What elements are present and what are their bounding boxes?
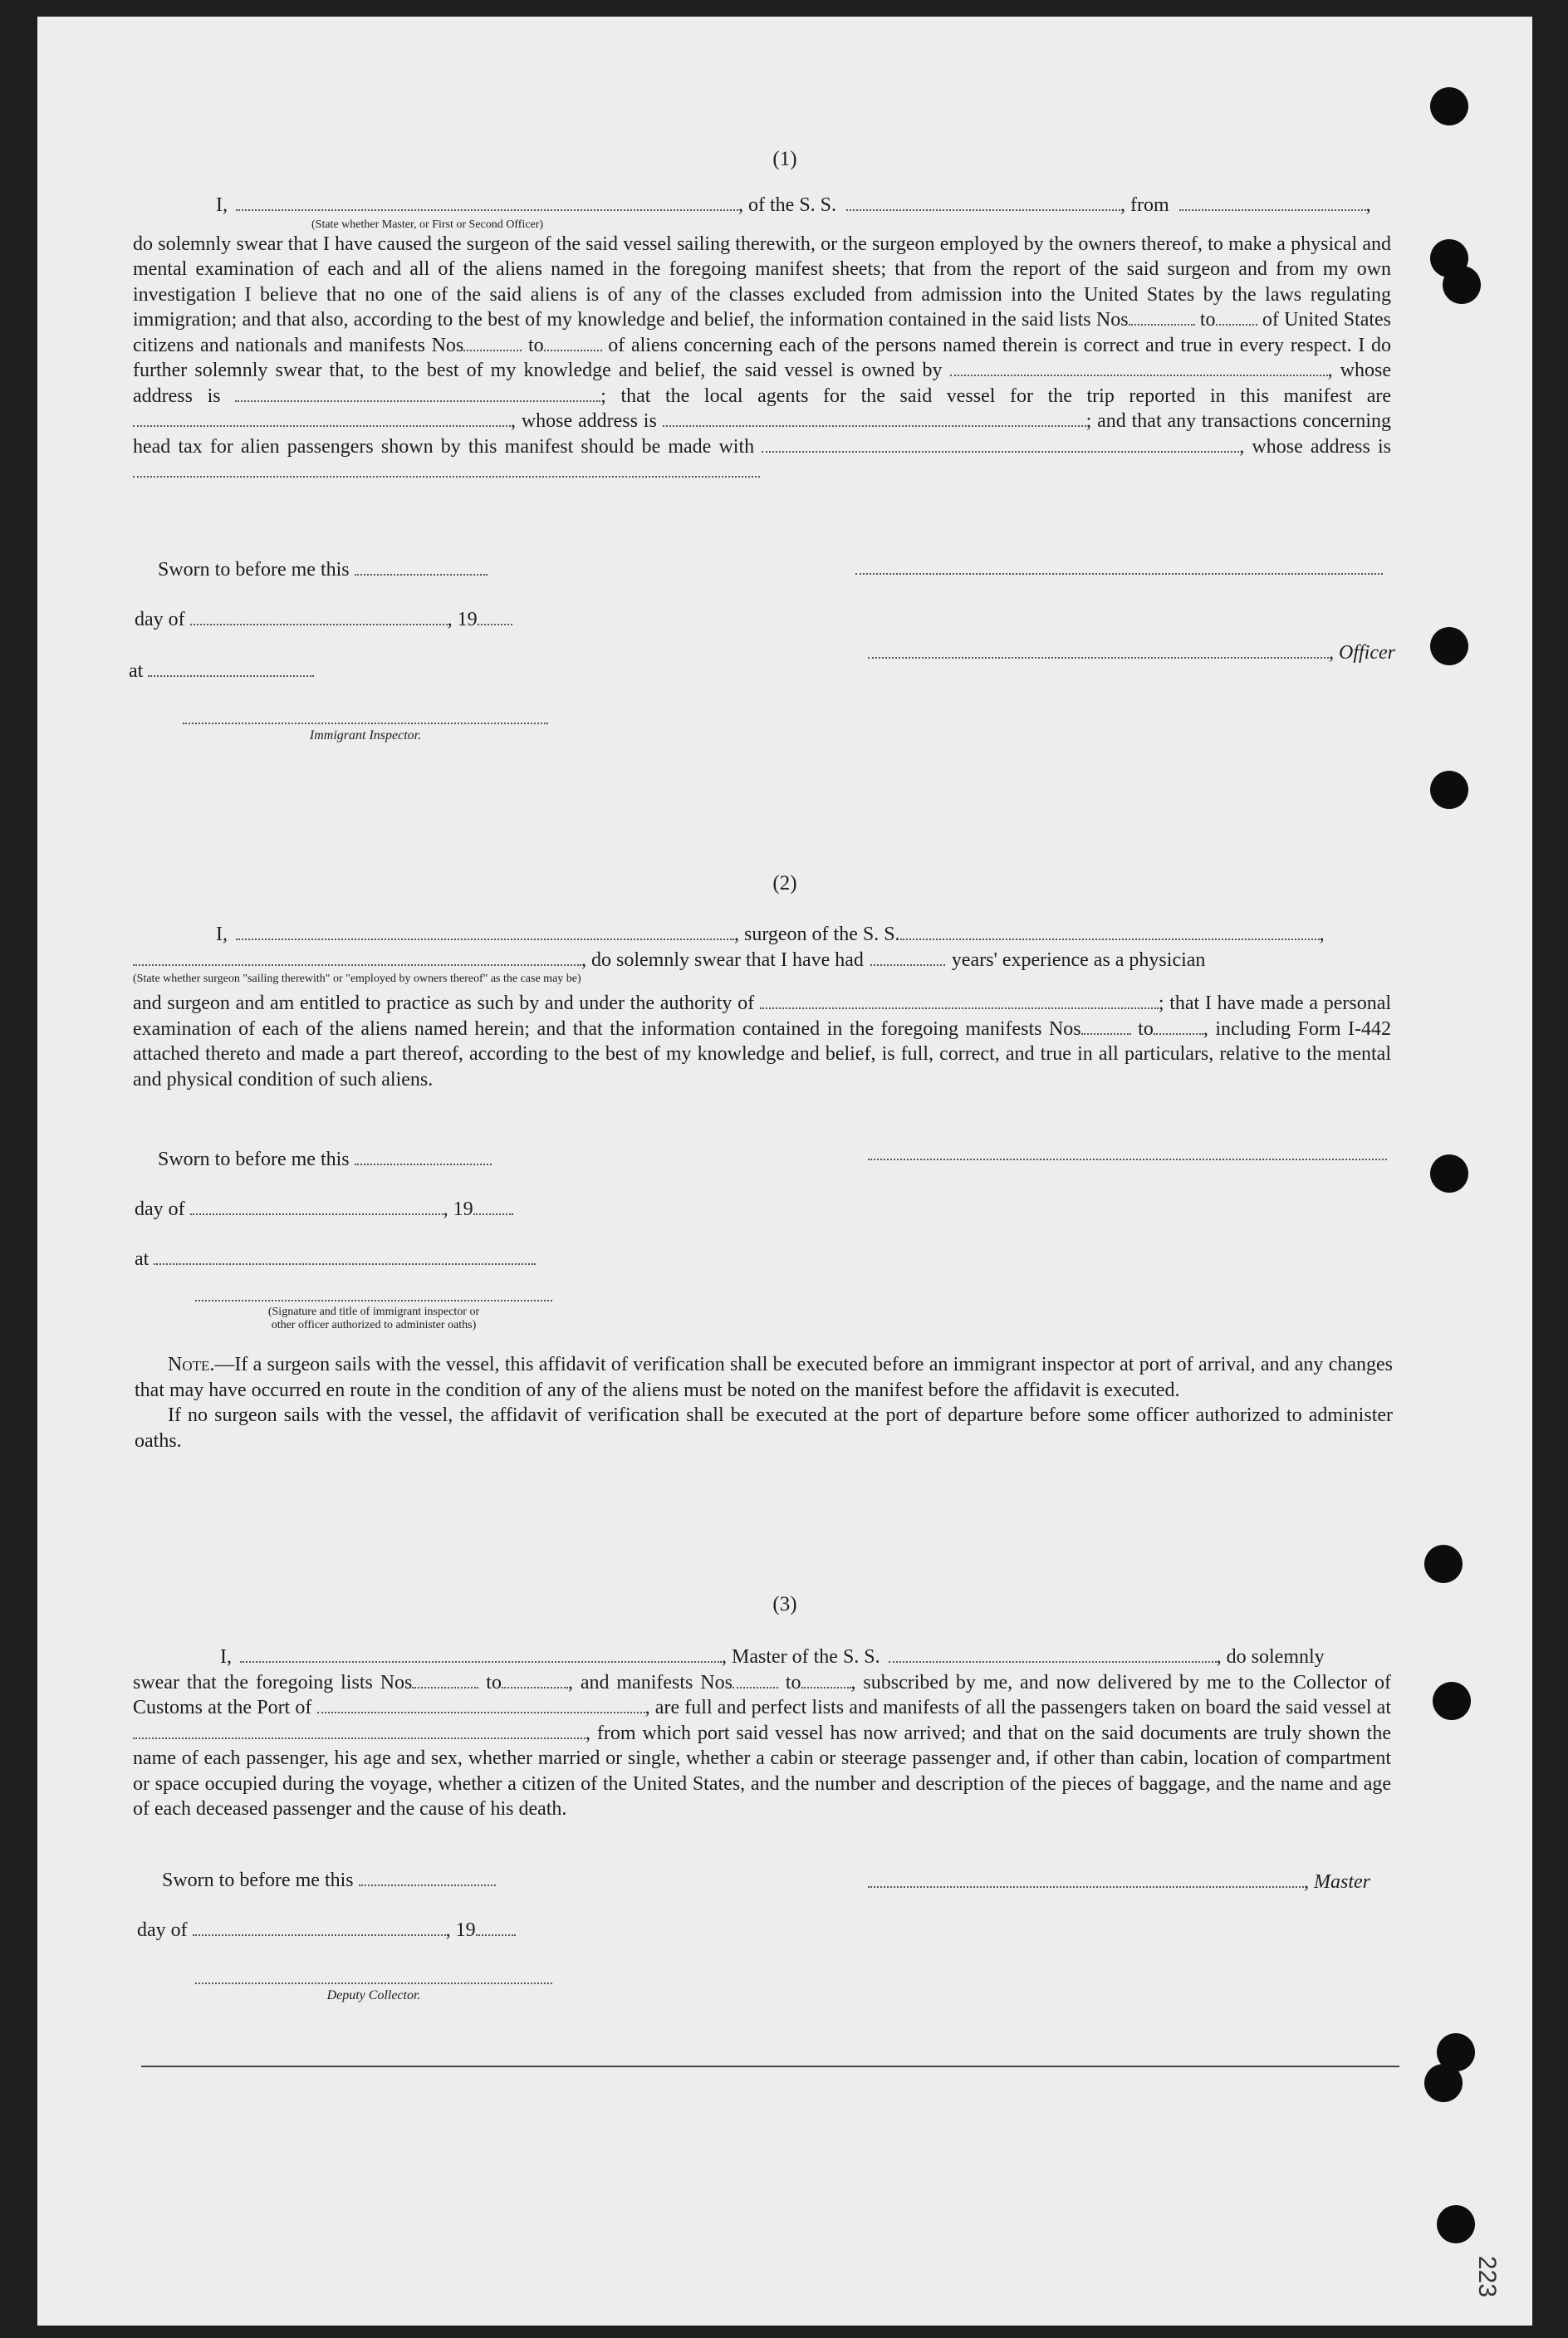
- oath-text-2: , and manifests Nos: [567, 1671, 733, 1693]
- do-solemnly-label: , do solemnly: [1216, 1646, 1325, 1668]
- head-tax-agent-field[interactable]: [762, 434, 1239, 452]
- owner-address-field[interactable]: [235, 384, 600, 401]
- officer-sign-line-1[interactable]: [855, 573, 1383, 575]
- whose-address-label: , whose address is: [1239, 435, 1391, 458]
- of-ss-label: , of the S. S.: [738, 194, 837, 216]
- note-label: Note.: [168, 1354, 215, 1375]
- oath-text-1: swear that the foregoing lists Nos: [133, 1671, 413, 1693]
- lists-from-field[interactable]: [1129, 308, 1195, 326]
- manifests-to-field[interactable]: [801, 1670, 851, 1688]
- oath-text-experience: , do solemnly swear that I have had: [581, 948, 864, 971]
- vessel-name-field[interactable]: [846, 194, 1120, 211]
- sworn-day-field[interactable]: [355, 1148, 492, 1165]
- master-vessel-field[interactable]: [889, 1645, 1217, 1663]
- day-of-2: [135, 1198, 513, 1221]
- page-stamp: 223: [1472, 2255, 1501, 2298]
- lists-from-field[interactable]: [412, 1670, 478, 1688]
- manifests-to-field[interactable]: [544, 333, 602, 350]
- from-label: , from: [1120, 194, 1169, 216]
- oath-officer-sign-line[interactable]: [195, 1300, 552, 1301]
- authority-field[interactable]: [760, 992, 1159, 1009]
- sworn-day-field[interactable]: [355, 558, 488, 576]
- oath-i: I,: [216, 194, 228, 216]
- oath-text-4: , are full and perfect lists and manifests of all the passengers taken on board the said vessel at: [644, 1697, 1392, 1718]
- manifests-from-field[interactable]: [733, 1670, 778, 1688]
- sworn-label: Sworn to before me this: [158, 559, 350, 581]
- surgeon-of-ss-label: , surgeon of the S. S.: [734, 924, 900, 945]
- at-2: [135, 1247, 536, 1271]
- embarkation-port-field[interactable]: [133, 1721, 586, 1738]
- agents-address-field[interactable]: [663, 409, 1086, 427]
- local-agents-field[interactable]: [133, 409, 511, 427]
- binder-hole-icon: [1430, 627, 1468, 665]
- manifests-from-field[interactable]: [1081, 1017, 1131, 1034]
- at-place-field[interactable]: [148, 659, 314, 677]
- oath-i: I,: [220, 1646, 232, 1668]
- oath-text-3: , subscribed by me, and now delivered by me to the Collector of Customs at the Port of: [133, 1671, 1392, 1718]
- sworn-block-1: [158, 558, 488, 581]
- at-place-field[interactable]: [154, 1247, 536, 1265]
- surgeon-vessel-field[interactable]: [900, 923, 1320, 940]
- master-of-ss-label: , Master of the S. S.: [722, 1646, 880, 1668]
- signature-caption: [195, 1306, 552, 1332]
- surgeon-name-field[interactable]: [236, 923, 734, 940]
- comma: ,: [1365, 194, 1371, 216]
- inspector-caption: Immigrant Inspector.: [309, 728, 422, 743]
- head-tax-address-field[interactable]: [133, 460, 760, 478]
- to-label: to: [527, 334, 544, 356]
- surgeon-status-label: (State whether surgeon "sailing therewith" or "employed by owners thereof" as the case may be): [133, 973, 581, 985]
- to-label: to: [1199, 309, 1216, 331]
- officer-signature-field[interactable]: [868, 641, 1329, 659]
- to-label: to: [785, 1671, 801, 1693]
- master-name-field[interactable]: [240, 1645, 722, 1663]
- section-1-number: (1): [772, 148, 797, 170]
- oath-i: I,: [216, 924, 228, 945]
- binder-hole-icon: [1430, 1154, 1468, 1193]
- day-of-label: day of: [135, 1198, 185, 1221]
- binder-hole-icon: [1430, 87, 1468, 125]
- day-of-3: [137, 1919, 516, 1942]
- semicolon: ;: [600, 385, 606, 407]
- master-signature-field[interactable]: [868, 1870, 1304, 1888]
- surgeon-sign-line[interactable]: [868, 1159, 1387, 1160]
- sworn-label: Sworn to before me this: [158, 1149, 350, 1171]
- from-port-field[interactable]: [1179, 194, 1366, 211]
- day-of-label: day of: [137, 1919, 188, 1942]
- oath-text-1: do solemnly swear that I have caused the surgeon of the said vessel sailing therewith, or the surgeon employed by the owners thereof, to make a physical and mental examination of each and all of the aliens named in the foregoing manifest sheets; that from the report of the said surgeon and from my own investigation I believe that no one of the said aliens is of any of the classes excluded from admission into the United States by the laws regulating immigration; and that also, according to the best of my knowledge and belief, the information contained in the said lists Nos: [133, 233, 1391, 331]
- manifests-to-field[interactable]: [1154, 1017, 1203, 1034]
- year-field[interactable]: [476, 1919, 516, 1936]
- comma: ,: [1319, 924, 1325, 945]
- comma: ,: [511, 410, 516, 432]
- oath-text-3: of aliens concerning each of the persons named therein is correct and true in every respect. I do further solemnly swear that, to the best of my knowledge and belief, the said vessel is owned by: [133, 334, 1391, 381]
- section-3-oath: [133, 1644, 1391, 1822]
- sworn-block-2: [158, 1148, 492, 1171]
- month-field[interactable]: [193, 1919, 446, 1936]
- lists-to-field[interactable]: [1216, 308, 1257, 326]
- section-2-note: [135, 1352, 1393, 1453]
- month-field[interactable]: [190, 1198, 443, 1215]
- oath-text-5: ; and that any transactions concerning head tax for alien passengers shown by this manifest should be made with: [133, 410, 1392, 458]
- lists-to-field[interactable]: [502, 1670, 568, 1688]
- sworn-label: Sworn to before me this: [162, 1870, 354, 1892]
- at-label: at: [135, 1248, 149, 1271]
- whose-address-label: , whose address is: [133, 360, 1392, 407]
- owner-field[interactable]: [950, 359, 1328, 376]
- semicolon: ;: [1158, 993, 1164, 1014]
- whose-address-label: whose address is: [521, 410, 657, 432]
- surgeon-status-field[interactable]: [133, 948, 581, 965]
- oath-text-5: , from which port said vessel has now arrived; and that on the said documents are truly shown the name of each passenger, his age and sex, whether married or single, whether a cabin or steerage passenger and, if other than cabin, location of compartment or space occupied during the voyage, whether a citizen of the United States, and the number and description of the pieces of baggage, and the name and age of each deceased passenger and the cause of his death.: [133, 1722, 1391, 1820]
- binder-hole-icon: [1430, 771, 1468, 809]
- years-field[interactable]: [870, 948, 945, 965]
- month-field[interactable]: [190, 608, 448, 625]
- oath-text-4: that the local agents for the said vessel for the trip reported in this manifest are: [620, 385, 1392, 407]
- to-label: to: [1138, 1017, 1154, 1040]
- signature-caption-line-2: other officer authorized to administer oaths): [271, 1319, 477, 1331]
- section-2-oath: [133, 922, 1391, 1092]
- at-1: [129, 659, 314, 683]
- section-1-oath: [133, 193, 1391, 485]
- day-of-1: [135, 608, 512, 631]
- officer-name-field[interactable]: [236, 194, 738, 211]
- officer-label: , Officer: [1329, 642, 1395, 664]
- customs-port-field[interactable]: [317, 1696, 645, 1713]
- officer-rank-label: (State whether Master, or First or Second Officer): [311, 218, 544, 231]
- binder-hole-icon: [1437, 2205, 1475, 2243]
- binder-hole-icon: [1424, 1545, 1463, 1583]
- year-field[interactable]: [473, 1198, 513, 1215]
- years-experience-label: years' experience as a physician: [951, 948, 1206, 971]
- sworn-day-field[interactable]: [359, 1869, 496, 1886]
- oath-text-2: that I have made a personal examination of each of the aliens named herein; and that the information contained in the foregoing manifests Nos: [133, 993, 1392, 1040]
- note-text-1: —If a surgeon sails with the vessel, this affidavit of verification shall be executed before an immigrant inspector at port of arrival, and any changes that may have occurred en route in the condition of any of the aliens must be noted on the manifest before the affidavit is executed.: [135, 1354, 1393, 1401]
- master-sign: [868, 1870, 1370, 1894]
- signature-caption-line-1: (Signature and title of immigrant inspector or: [267, 1306, 480, 1318]
- master-label: , Master: [1304, 1871, 1370, 1894]
- sworn-block-3: [162, 1869, 496, 1892]
- year-label: , 19: [443, 1198, 473, 1221]
- oath-text-2: of United States citizens and nationals and manifests Nos: [133, 309, 1392, 356]
- day-of-label: day of: [135, 609, 185, 631]
- inspector-sign-line[interactable]: [183, 723, 548, 724]
- to-label: to: [486, 1671, 502, 1693]
- year-label: , 19: [447, 609, 478, 631]
- year-field[interactable]: [478, 608, 512, 625]
- collector-caption: Deputy Collector.: [326, 1988, 421, 2002]
- oath-text-3: , including Form I-442 attached thereto and made a part thereof, according to the best of my knowledge and belief, is full, correct, and true in all particulars, relative to the mental and physical condition of such aliens.: [133, 1017, 1392, 1091]
- manifests-from-field[interactable]: [463, 333, 522, 350]
- year-label: , 19: [445, 1919, 476, 1942]
- manifest-page: [37, 17, 1532, 2326]
- collector-sign-line[interactable]: [195, 1983, 552, 1984]
- officer-sign-1: [868, 641, 1395, 664]
- binder-hole-icon: [1424, 2064, 1463, 2102]
- section-3-number: (3): [772, 1593, 797, 1615]
- binder-hole-icon: [1443, 266, 1481, 304]
- oath-text-1: and surgeon and am entitled to practice as such by and under the authority of: [133, 993, 755, 1014]
- at-label: at: [129, 660, 144, 683]
- binder-hole-icon: [1433, 1682, 1471, 1720]
- bottom-rule: [141, 2066, 1399, 2067]
- section-2-number: (2): [772, 872, 797, 895]
- note-text-2: If no surgeon sails with the vessel, the affidavit of verification shall be executed at the port of departure before some officer authorized to administer oaths.: [135, 1404, 1393, 1452]
